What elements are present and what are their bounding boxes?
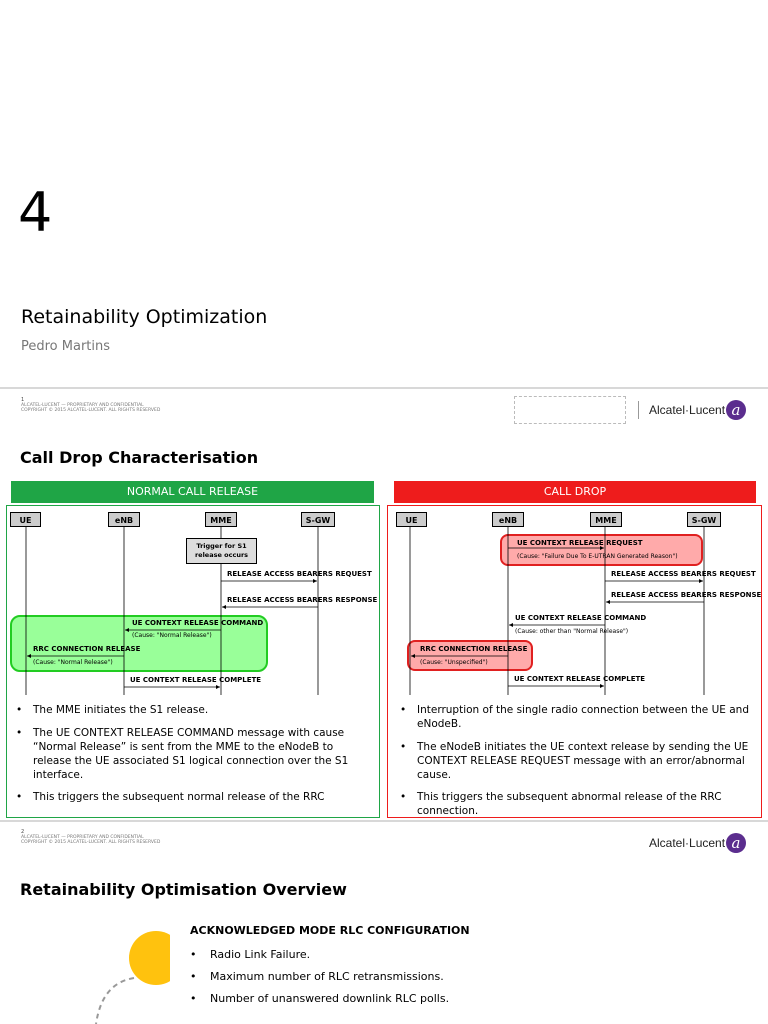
slide-title: Retainability Optimisation Overview — [20, 880, 347, 899]
msg-rrc-release: RRC CONNECTION RELEASE — [420, 645, 528, 653]
brand-name: Alcatel·Lucent — [649, 403, 726, 417]
msg-rabr-request: RELEASE ACCESS BEARERS REQUEST — [611, 570, 756, 578]
footer-confidential: ALCATEL-LUCENT — PROPRIETARY AND CONFIDENTIAL — [21, 835, 144, 840]
entity-sgw: S-GW — [301, 512, 335, 527]
drop-bullet: • This triggers the subsequent abnormal release of the RRC connection. — [400, 791, 722, 817]
slide-title: Call Drop Characterisation — [20, 448, 259, 467]
call-drop-header: CALL DROP — [394, 481, 756, 503]
gold-circle-icon — [129, 931, 170, 985]
msg-ctx-complete: UE CONTEXT RELEASE COMPLETE — [514, 675, 646, 683]
msg-rabr-response: RELEASE ACCESS BEARERS RESPONSE — [611, 591, 762, 599]
entity-ue: UE — [10, 512, 41, 527]
normal-bullet: • This triggers the subsequent normal release of the RRC — [16, 791, 325, 803]
entity-mme: MME — [205, 512, 237, 527]
entity-sgw: S-GW — [687, 512, 721, 527]
msg-ctx-complete: UE CONTEXT RELEASE COMPLETE — [130, 676, 262, 684]
brand-name: Alcatel·Lucent — [649, 836, 726, 850]
entity-enb: eNB — [108, 512, 140, 527]
slide-footer — [21, 398, 160, 413]
msg-ctx-request: UE CONTEXT RELEASE REQUEST — [517, 539, 643, 547]
cause-ctx-command: (Cause: "Normal Release") — [132, 632, 212, 639]
footer-confidential: ALCATEL-LUCENT — PROPRIETARY AND CONFIDENTIAL — [21, 403, 144, 408]
drop-bullet: • Interruption of the single radio connection between the UE and eNodeB. — [400, 704, 750, 730]
msg-ctx-command: UE CONTEXT RELEASE COMMAND — [132, 619, 264, 627]
page-number: 1 — [21, 397, 25, 403]
placeholder-box — [514, 396, 626, 424]
msg-rabr-request: RELEASE ACCESS BEARERS REQUEST — [227, 570, 372, 578]
overview-graphic — [90, 925, 170, 1024]
slide-separator — [0, 387, 768, 389]
entity-ue: UE — [396, 512, 427, 527]
page-number: 2 — [21, 829, 25, 835]
rlc-bullet: • Maximum number of RLC retransmissions. — [190, 970, 444, 983]
slide-separator — [0, 820, 768, 822]
alcatel-lucent-logo-icon: a — [726, 833, 746, 853]
chapter-number: 4 — [18, 181, 53, 244]
presentation-author: Pedro Martins — [21, 339, 111, 354]
normal-release-header: NORMAL CALL RELEASE — [11, 481, 374, 503]
rlc-bullet: • Radio Link Failure. — [190, 948, 311, 961]
msg-rabr-response: RELEASE ACCESS BEARERS RESPONSE — [227, 596, 378, 604]
cause-rrc-release: (Cause: "Unspecified") — [420, 659, 488, 666]
cause-rrc-release: (Cause: "Normal Release") — [33, 659, 113, 666]
footer-copyright: COPYRIGHT © 2015 ALCATEL-LUCENT. ALL RIGHTS RESERVED — [21, 408, 161, 413]
brand-divider — [638, 401, 639, 419]
entity-enb: eNB — [492, 512, 524, 527]
cause-ctx-command: (Cause: other than "Normal Release") — [515, 628, 629, 635]
rlc-heading: ACKNOWLEDGED MODE RLC CONFIGURATION — [190, 924, 470, 937]
slide-footer — [21, 830, 160, 845]
presentation-title: Retainability Optimization — [21, 306, 268, 328]
footer-copyright: COPYRIGHT © 2015 ALCATEL-LUCENT. ALL RIGHTS RESERVED — [21, 840, 161, 845]
drop-bullet: • The eNodeB initiates the UE context release by sending the UE CONTEXT RELEASE REQUEST message with an error/abnormal cause. — [400, 741, 749, 781]
normal-bullet: • The MME initiates the S1 release. — [16, 704, 209, 716]
trigger-box: Trigger for S1 release occurs — [186, 538, 257, 564]
alcatel-lucent-logo-icon: a — [726, 400, 746, 420]
msg-ctx-command: UE CONTEXT RELEASE COMMAND — [515, 614, 647, 622]
dashed-arc — [96, 978, 134, 1024]
normal-bullet: • The UE CONTEXT RELEASE COMMAND message with cause “Normal Release” is sent from the MME to the eNodeB to release the UE associated S1 logical connection over the S1 interface. — [16, 727, 349, 781]
rlc-bullet: • Number of unanswered downlink RLC polls. — [190, 992, 450, 1005]
call-drop-diagram — [384, 505, 768, 700]
entity-mme: MME — [590, 512, 622, 527]
cause-ctx-request: (Cause: "Failure Due To E-UTRAN Generated Reason") — [517, 553, 678, 560]
msg-rrc-release: RRC CONNECTION RELEASE — [33, 645, 141, 653]
